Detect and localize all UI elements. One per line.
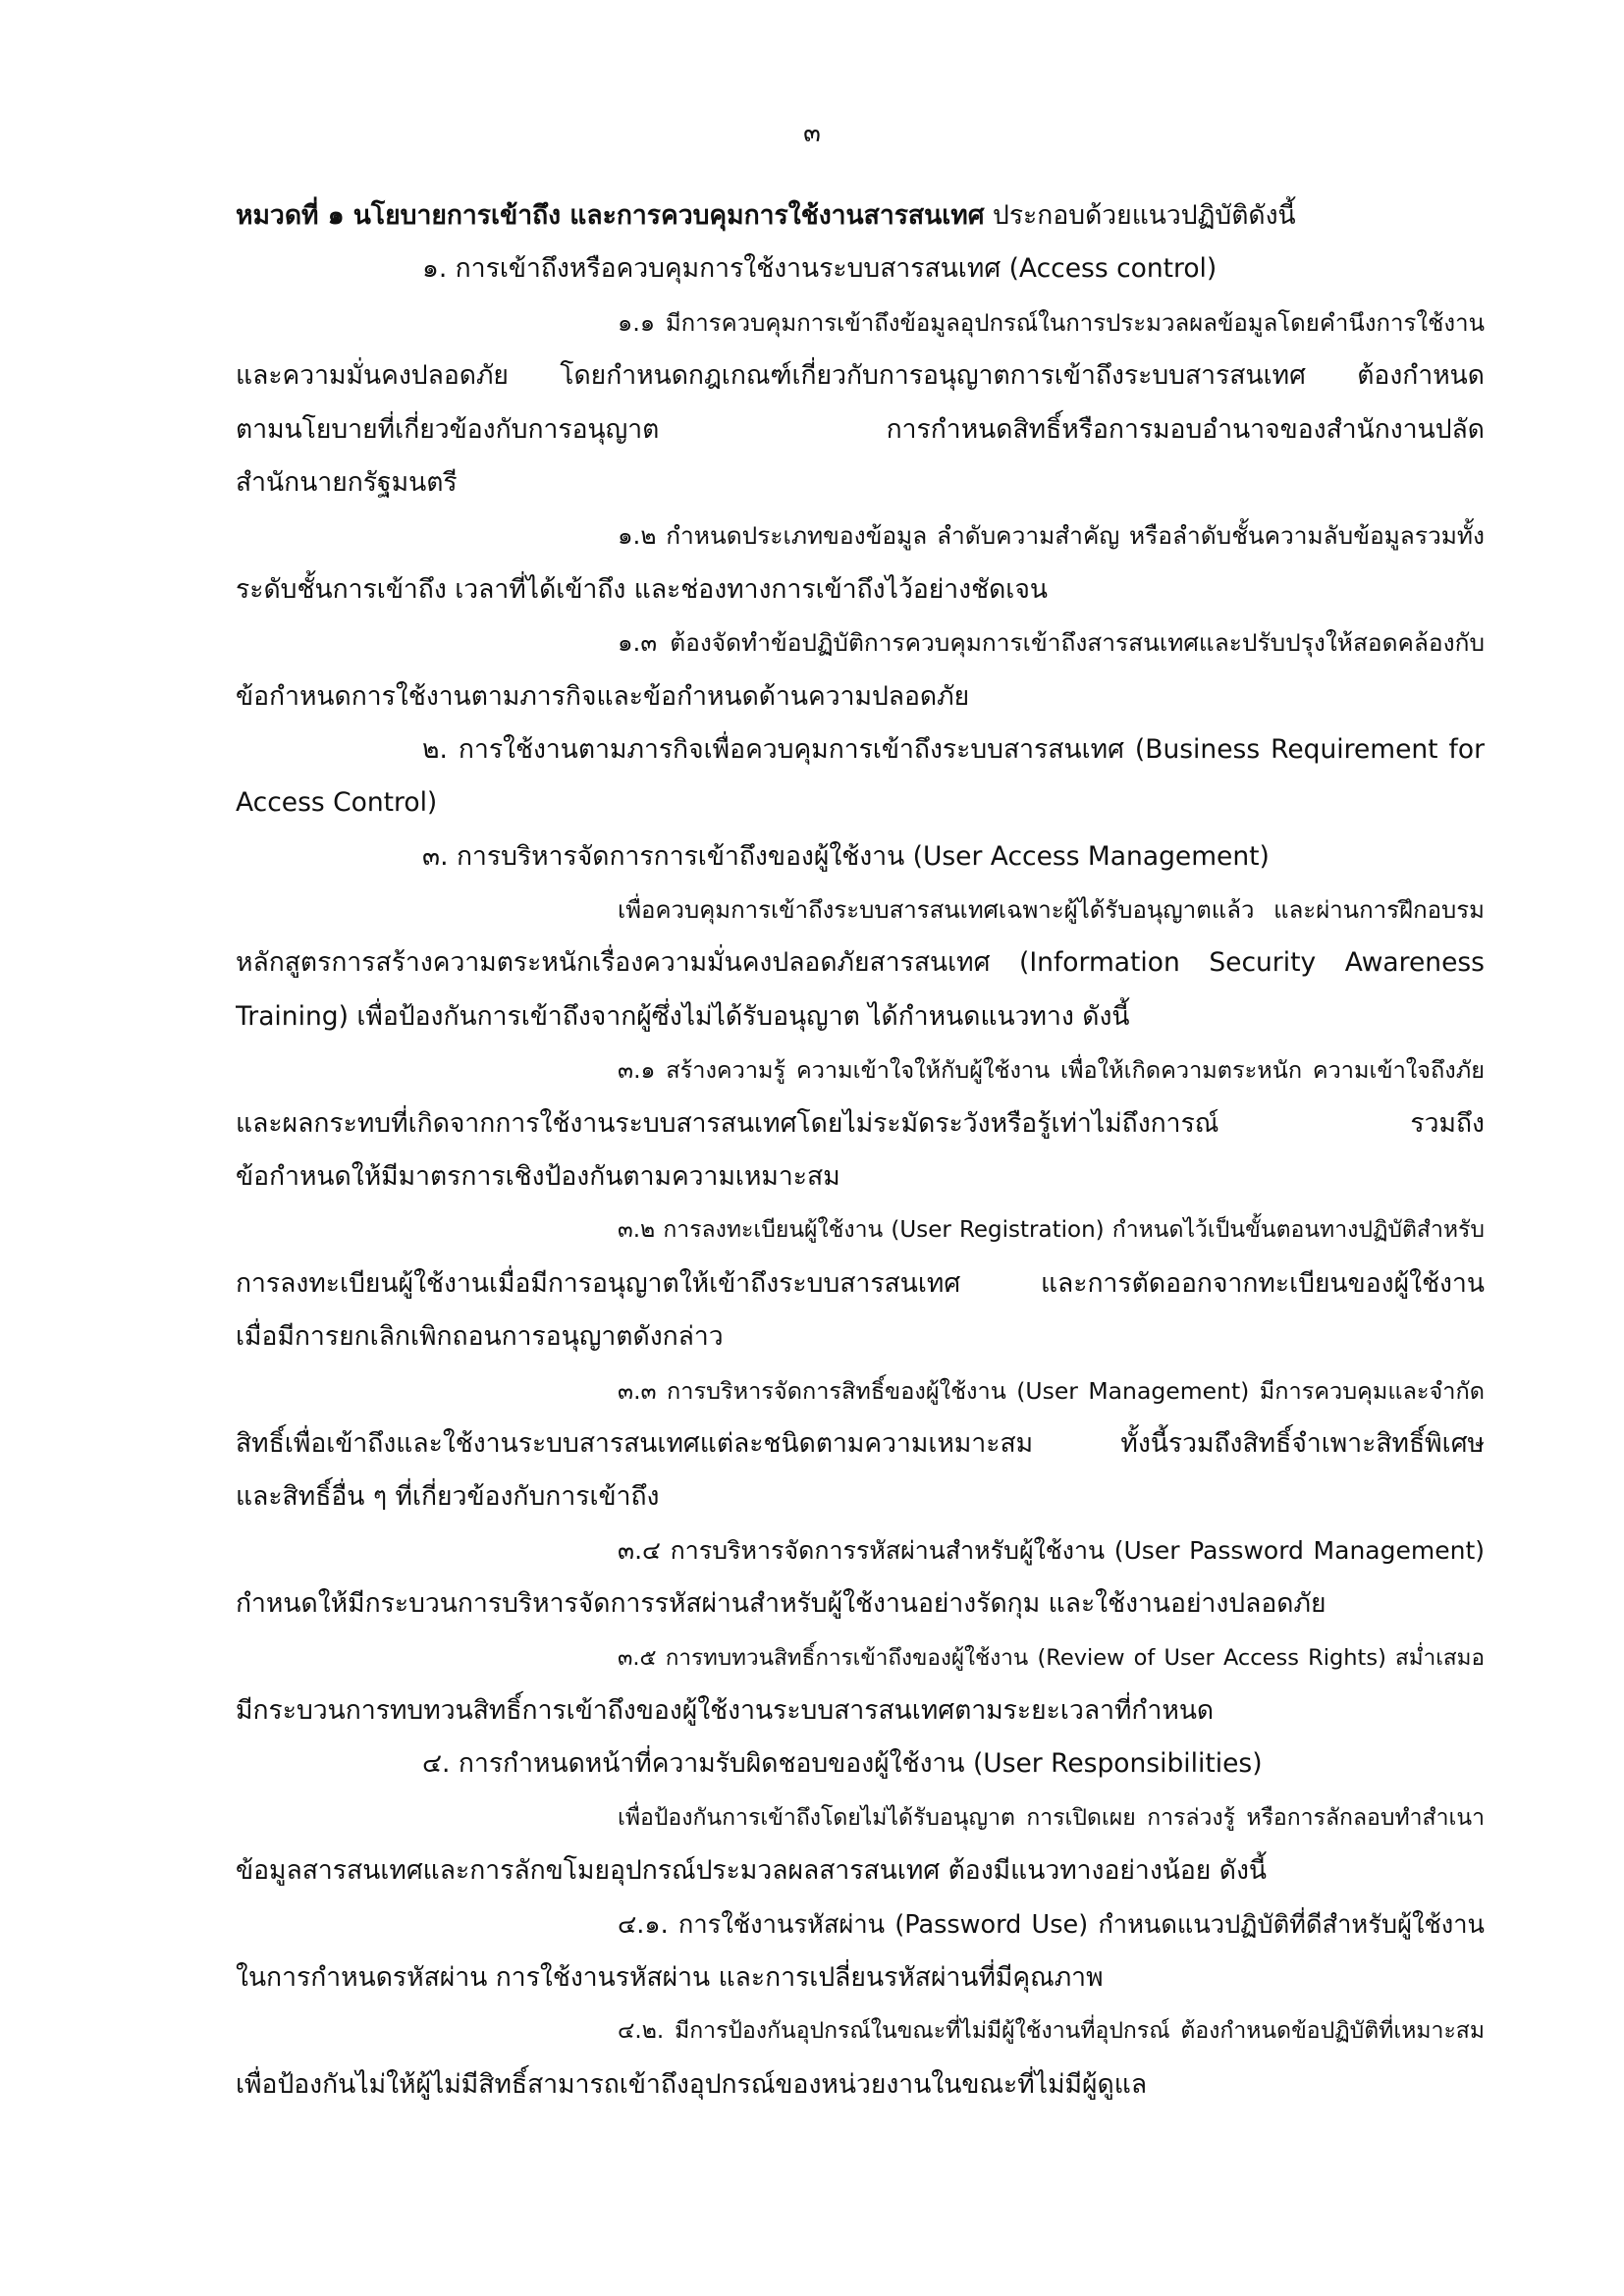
paragraph-last-line: ข้อมูลสารสนเทศและการลักขโมยอุปกรณ์ประมวลผลสารสนเทศ ต้องมีแนวทางอย่างน้อย ดังนี้ [236, 1855, 1267, 1887]
paragraph-first-line: เพื่อป้องกันการเข้าถึงโดยไม่ได้รับอนุญาต การเปิดเผย การล่วงรู้ หรือการลักลอบทำสำเนา [618, 1804, 1485, 1831]
paragraph-last-line: กำหนดให้มีกระบวนการบริหารจัดการรหัสผ่านสำหรับผู้ใช้งานอย่างรัดกุม และใช้งานอย่างปลอดภัย [236, 1588, 1326, 1620]
paragraph-last-line: Access Control) [236, 787, 438, 819]
chapter-title: หมวดที่ ๑ นโยบายการเข้าถึง และการควบคุมการใช้งานสารสนเทศ [236, 200, 985, 231]
document-body [236, 189, 1485, 2111]
subsection-first-line: ๔.๒. มีการป้องกันอุปกรณ์ในขณะที่ไม่มีผู้ใช้งานที่อุปกรณ์ ต้องกำหนดข้อปฏิบัติที่เหมาะสม [618, 2018, 1485, 2045]
paragraph-last-line: Training) เพื่อป้องกันการเข้าถึงจากผู้ซึ่งไม่ได้รับอนุญาต ได้กำหนดแนวทาง ดังนี้ [236, 1000, 1130, 1032]
subsection-first-line: ๓.๓ การบริหารจัดการสิทธิ์ของผู้ใช้งาน (User Management) มีการควบคุมและจำกัด [618, 1376, 1485, 1405]
section-heading: ๔. การกำหนดหน้าที่ความรับผิดชอบของผู้ใช้งาน (User Responsibilities) [422, 1748, 1263, 1780]
subsection-first-line: ๓.๔ การบริหารจัดการรหัสผ่านสำหรับผู้ใช้งาน (User Password Management) [618, 1535, 1485, 1565]
paragraph-last-line: เพื่อป้องกันไม่ให้ผู้ไม่มีสิทธิ์สามารถเข้าถึงอุปกรณ์ของหน่วยงานในขณะที่ไม่มีผู้ดูแล [236, 2068, 1148, 2100]
page-number: ๓ [803, 119, 821, 148]
paragraph-last-line: เมื่อมีการยกเลิกเพิกถอนการอนุญาตดังกล่าว [236, 1321, 724, 1353]
paragraph-line: การลงทะเบียนผู้ใช้งานเมื่อมีการอนุญาตให้เข้าถึงระบบสารสนเทศ และการตัดออกจากทะเบียนของผู้ใช้งาน [236, 1267, 1485, 1299]
section-heading: ๓. การบริหารจัดการการเข้าถึงของผู้ใช้งาน (User Access Management) [422, 840, 1270, 872]
subsection-first-line: ๑.๓ ต้องจัดทำข้อปฏิบัติการควบคุมการเข้าถึงสารสนเทศและปรับปรุงให้สอดคล้องกับ [618, 628, 1485, 658]
subsection-first-line: ๓.๕ การทบทวนสิทธิ์การเข้าถึงของผู้ใช้งาน (Review of User Access Rights) สม่ำเสมอ [618, 1644, 1485, 1671]
section-heading: ๒. การใช้งานตามภารกิจเพื่อควบคุมการเข้าถึงระบบสารสนเทศ (Business Requirement for [422, 733, 1485, 765]
paragraph-last-line: สำนักนายกรัฐมนตรี [236, 466, 458, 498]
subsection-first-line: ๑.๒ กำหนดประเภทของข้อมูล ลำดับความสำคัญ หรือลำดับชั้นความลับข้อมูลรวมทั้ง [618, 521, 1485, 551]
paragraph-last-line: ระดับชั้นการเข้าถึง เวลาที่ได้เข้าถึง และช่องทางการเข้าถึงไว้อย่างชัดเจน [236, 573, 1048, 605]
paragraph-line: และผลกระทบที่เกิดจากการใช้งานระบบสารสนเทศโดยไม่ระมัดระวังหรือรู้เท่าไม่ถึงการณ์ รวมถึง [236, 1107, 1485, 1139]
paragraph-last-line: ในการกำหนดรหัสผ่าน การใช้งานรหัสผ่าน และการเปลี่ยนรหัสผ่านที่มีคุณภาพ [236, 1961, 1104, 1993]
subsection-first-line: ๓.๒ การลงทะเบียนผู้ใช้งาน (User Registration) กำหนดไว้เป็นขั้นตอนทางปฏิบัติสำหรับ [618, 1217, 1485, 1244]
paragraph-last-line: มีกระบวนการทบทวนสิทธิ์การเข้าถึงของผู้ใช้งานระบบสารสนเทศตามระยะเวลาที่กำหนด [236, 1694, 1215, 1726]
paragraph-line: ตามนโยบายที่เกี่ยวข้องกับการอนุญาต การกำหนดสิทธิ์หรือการมอบอำนาจของสำนักงานปลัด [236, 413, 1485, 445]
subsection-first-line: ๓.๑ สร้างความรู้ ความเข้าใจให้กับผู้ใช้งาน เพื่อให้เกิดความตระหนัก ความเข้าใจถึงภัย [618, 1056, 1485, 1085]
section-heading: ๑. การเข้าถึงหรือควบคุมการใช้งานระบบสารสนเทศ (Access control) [422, 253, 1218, 285]
paragraph-line: สิทธิ์เพื่อเข้าถึงและใช้งานระบบสารสนเทศแต่ละชนิดตามความเหมาะสม ทั้งนี้รวมถึงสิทธิ์จำเพาะสิทธิ์พิเศษ [236, 1427, 1485, 1459]
subsection-first-line: ๔.๑. การใช้งานรหัสผ่าน (Password Use) กำหนดแนวปฏิบัติที่ดีสำหรับผู้ใช้งาน [618, 1909, 1485, 1940]
paragraph-last-line: และสิทธิ์อื่น ๆ ที่เกี่ยวข้องกับการเข้าถึง [236, 1481, 660, 1513]
subsection-first-line: ๑.๑ มีการควบคุมการเข้าถึงข้อมูลอุปกรณ์ในการประมวลผลข้อมูลโดยคำนึงการใช้งาน [618, 308, 1485, 337]
chapter-heading [236, 189, 1485, 242]
paragraph-first-line: เพื่อควบคุมการเข้าถึงระบบสารสนเทศเฉพาะผู้ได้รับอนุญาตแล้ว และผ่านการฝึกอบรม [618, 896, 1485, 925]
paragraph-line: และความมั่นคงปลอดภัย โดยกำหนดกฎเกณฑ์เกี่ยวกับการอนุญาตการเข้าถึงระบบสารสนเทศ ต้องกำหนด [236, 360, 1485, 392]
chapter-title-suffix: ประกอบด้วยแนวปฏิบัติดังนี้ [984, 200, 1296, 231]
paragraph-last-line: ข้อกำหนดการใช้งานตามภารกิจและข้อกำหนดด้านความปลอดภัย [236, 680, 970, 712]
paragraph-line: หลักสูตรการสร้างความตระหนักเรื่องความมั่นคงปลอดภัยสารสนเทศ (Information Security Awareness [236, 947, 1485, 979]
paragraph-last-line: ข้อกำหนดให้มีมาตรการเชิงป้องกันตามความเหมาะสม [236, 1161, 840, 1193]
